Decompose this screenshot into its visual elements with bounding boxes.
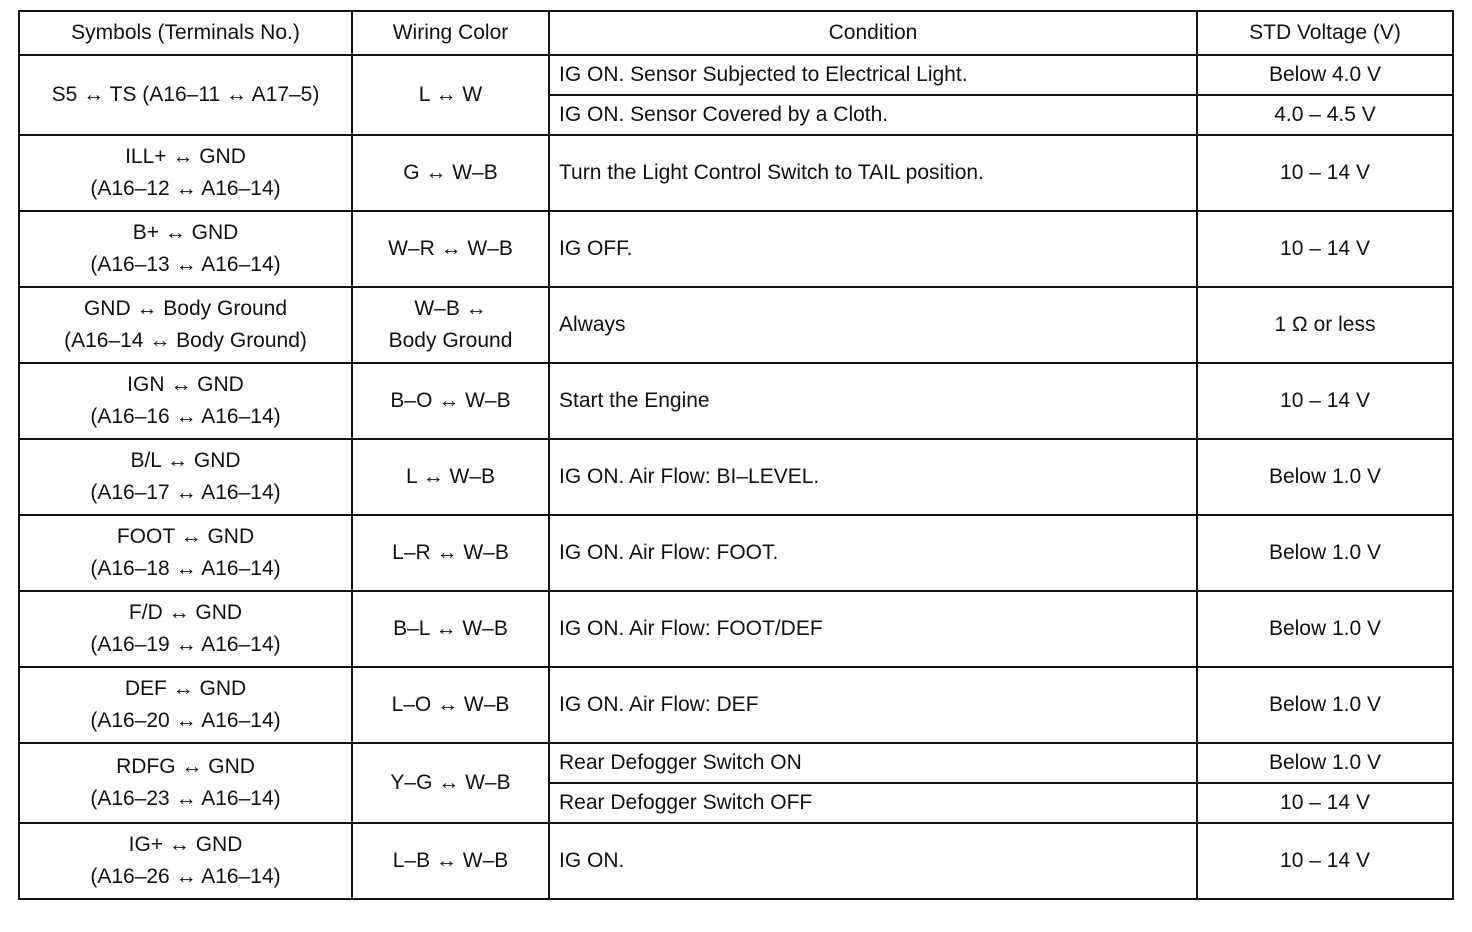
std-voltage-cell: Below 4.0 V <box>1197 55 1453 95</box>
table-row <box>19 667 1453 743</box>
symbol-line: F/D ↔ GND <box>128 601 243 624</box>
symbol-line: DEF ↔ GND <box>124 677 247 700</box>
condition-cell: IG OFF. <box>549 211 1197 287</box>
wiring-color-cell <box>352 823 549 899</box>
std-voltage-cell: Below 1.0 V <box>1197 743 1453 783</box>
symbol-line: (A16–20 ↔ A16–14) <box>90 709 281 732</box>
symbol-cell <box>19 55 352 135</box>
wiring-color-cell <box>352 211 549 287</box>
condition-cell: Start the Engine <box>549 363 1197 439</box>
condition-cell: Always <box>549 287 1197 363</box>
table-row <box>19 823 1453 899</box>
table-row <box>19 135 1453 211</box>
std-voltage-cell: 10 – 14 V <box>1197 135 1453 211</box>
wiring-color-cell <box>352 439 549 515</box>
table-row <box>19 743 1453 783</box>
header-std-voltage: STD Voltage (V) <box>1197 11 1453 55</box>
std-voltage-cell: 10 – 14 V <box>1197 823 1453 899</box>
wiring-color-cell <box>352 363 549 439</box>
wiring-line: W–B ↔ <box>414 297 487 320</box>
symbol-cell <box>19 135 352 211</box>
std-voltage-cell: Below 1.0 V <box>1197 515 1453 591</box>
std-voltage-cell: 10 – 14 V <box>1197 211 1453 287</box>
condition-cell: Turn the Light Control Switch to TAIL position. <box>549 135 1197 211</box>
symbol-cell <box>19 363 352 439</box>
symbol-line: (A16–26 ↔ A16–14) <box>90 865 281 888</box>
wiring-line: L ↔ W <box>418 83 483 106</box>
symbol-line: GND ↔ Body Ground <box>83 297 288 320</box>
symbol-line: (A16–17 ↔ A16–14) <box>90 481 281 504</box>
condition-cell: IG ON. Sensor Subjected to Electrical Light. <box>549 55 1197 95</box>
wiring-color-cell <box>352 515 549 591</box>
header-row <box>19 11 1453 55</box>
wiring-line: L–B ↔ W–B <box>392 849 509 872</box>
symbol-cell <box>19 743 352 823</box>
wiring-color-cell <box>352 591 549 667</box>
wiring-line: W–R ↔ W–B <box>388 237 513 260</box>
symbol-line: IG+ ↔ GND <box>128 833 243 856</box>
symbol-cell <box>19 591 352 667</box>
wiring-line: L–O ↔ W–B <box>391 693 510 716</box>
std-voltage-cell: 4.0 – 4.5 V <box>1197 95 1453 135</box>
symbol-line: B+ ↔ GND <box>132 221 239 244</box>
symbol-line: IGN ↔ GND <box>127 373 244 396</box>
wiring-line: Y–G ↔ W–B <box>390 771 511 794</box>
condition-cell: IG ON. Air Flow: FOOT/DEF <box>549 591 1197 667</box>
table-body <box>19 55 1453 899</box>
symbol-line: (A16–13 ↔ A16–14) <box>90 253 281 276</box>
wiring-line: L ↔ W–B <box>405 465 496 488</box>
condition-cell: Rear Defogger Switch ON <box>549 743 1197 783</box>
std-voltage-cell: 1 Ω or less <box>1197 287 1453 363</box>
condition-cell: IG ON. Air Flow: BI–LEVEL. <box>549 439 1197 515</box>
wiring-color-cell <box>352 55 549 135</box>
std-voltage-cell: Below 1.0 V <box>1197 439 1453 515</box>
header-condition: Condition <box>549 11 1197 55</box>
symbol-cell <box>19 439 352 515</box>
condition-cell: IG ON. Air Flow: FOOT. <box>549 515 1197 591</box>
wiring-color-cell <box>352 667 549 743</box>
table-row <box>19 55 1453 95</box>
wiring-line: G ↔ W–B <box>403 161 498 184</box>
symbol-cell <box>19 667 352 743</box>
std-voltage-cell: Below 1.0 V <box>1197 667 1453 743</box>
table-row <box>19 591 1453 667</box>
wiring-line: B–O ↔ W–B <box>390 389 511 412</box>
table-row <box>19 287 1453 363</box>
symbol-cell <box>19 823 352 899</box>
wiring-color-cell <box>352 287 549 363</box>
header-symbols: Symbols (Terminals No.) <box>19 11 352 55</box>
wiring-line: B–L ↔ W–B <box>393 617 508 640</box>
condition-cell: IG ON. Sensor Covered by a Cloth. <box>549 95 1197 135</box>
header-wiring-color: Wiring Color <box>352 11 549 55</box>
symbol-line: (A16–12 ↔ A16–14) <box>90 177 281 200</box>
symbol-line: (A16–14 ↔ Body Ground) <box>64 329 307 352</box>
table-row <box>19 439 1453 515</box>
std-voltage-cell: Below 1.0 V <box>1197 591 1453 667</box>
condition-cell: IG ON. <box>549 823 1197 899</box>
symbol-line: RDFG ↔ GND <box>116 755 255 778</box>
table-row <box>19 515 1453 591</box>
symbol-cell <box>19 211 352 287</box>
condition-cell: Rear Defogger Switch OFF <box>549 783 1197 823</box>
symbol-line: S5 ↔ TS (A16–11 ↔ A17–5) <box>51 83 320 106</box>
symbol-cell <box>19 515 352 591</box>
symbol-line: ILL+ ↔ GND <box>125 145 246 168</box>
wiring-color-cell <box>352 135 549 211</box>
symbol-line: (A16–18 ↔ A16–14) <box>90 557 281 580</box>
symbol-line: B/L ↔ GND <box>130 449 241 472</box>
wiring-line: Body Ground <box>388 329 513 352</box>
symbol-line: (A16–23 ↔ A16–14) <box>90 787 281 810</box>
terminal-voltage-table <box>18 10 1454 900</box>
symbol-line: FOOT ↔ GND <box>116 525 255 548</box>
symbol-line: (A16–19 ↔ A16–14) <box>90 633 281 656</box>
std-voltage-cell: 10 – 14 V <box>1197 783 1453 823</box>
symbol-cell <box>19 287 352 363</box>
wiring-line: L–R ↔ W–B <box>392 541 509 564</box>
table-row <box>19 363 1453 439</box>
symbol-line: (A16–16 ↔ A16–14) <box>90 405 281 428</box>
wiring-color-cell <box>352 743 549 823</box>
condition-cell: IG ON. Air Flow: DEF <box>549 667 1197 743</box>
table-row <box>19 211 1453 287</box>
std-voltage-cell: 10 – 14 V <box>1197 363 1453 439</box>
